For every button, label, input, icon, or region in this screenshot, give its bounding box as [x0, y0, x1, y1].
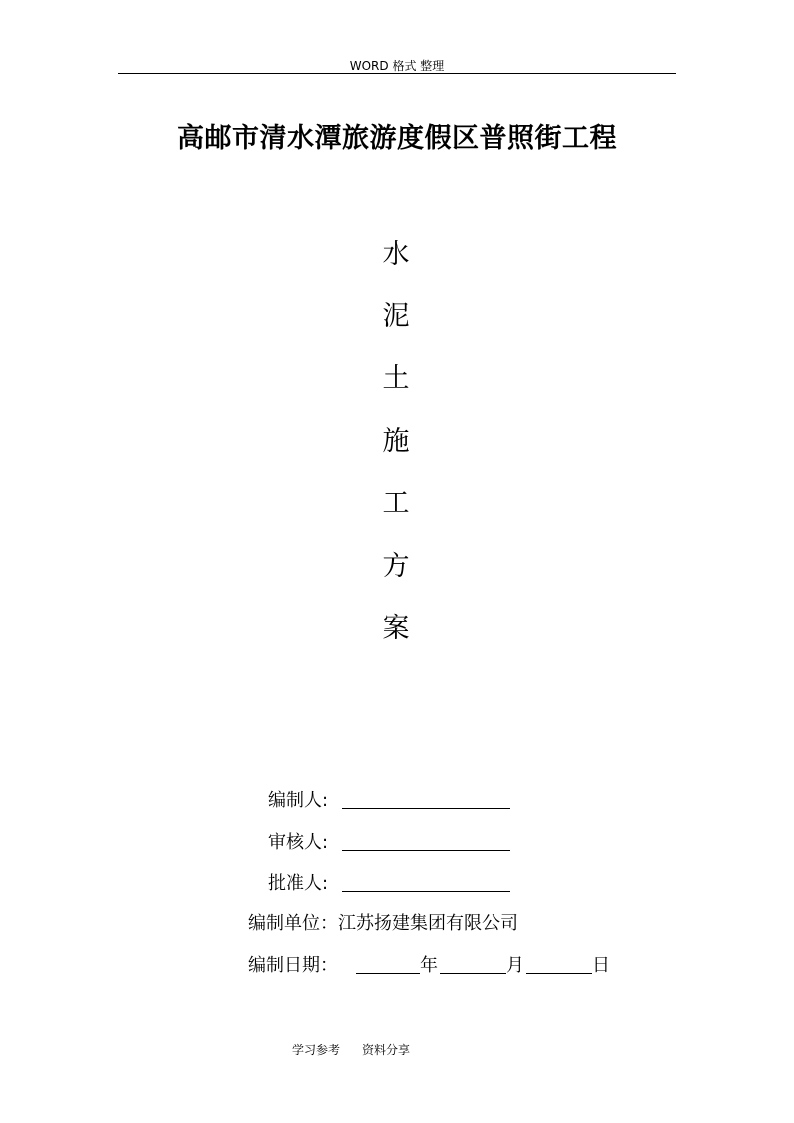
month-unit: 月 [506, 955, 524, 976]
reviewer-label: 审核人: [268, 832, 329, 853]
page-footer [292, 1041, 410, 1058]
compiling-unit-row [248, 909, 518, 935]
compiler-row [268, 786, 512, 812]
vertical-title-char: 水 [382, 239, 410, 270]
header-rule [118, 73, 676, 74]
vertical-title-char: 土 [382, 363, 410, 394]
vertical-title-char: 案 [382, 613, 410, 644]
vertical-title-char: 方 [382, 551, 410, 582]
vertical-title-char: 工 [382, 488, 410, 519]
compiler-signature-line [342, 808, 510, 809]
vertical-title-char: 泥 [382, 301, 410, 332]
page-header-text: WORD 格式 整理 [349, 59, 445, 73]
approver-row [268, 869, 512, 895]
reviewer-row [268, 828, 512, 854]
compiling-unit-value: 江苏扬建集团有限公司 [338, 913, 518, 934]
compiler-label: 编制人: [268, 790, 329, 811]
compiling-unit-label: 编制单位： [248, 913, 338, 934]
compile-date-label: 编制日期： [248, 955, 338, 976]
vertical-title-char: 施 [382, 426, 410, 457]
month-blank [440, 973, 506, 974]
reviewer-signature-line [342, 850, 510, 851]
year-blank [356, 973, 420, 974]
footer-right-text: 资料分享 [362, 1043, 411, 1057]
day-blank [526, 973, 592, 974]
day-unit: 日 [592, 955, 610, 976]
compile-date-row [248, 951, 628, 977]
approver-label: 批准人: [268, 873, 329, 894]
approver-signature-line [342, 891, 510, 892]
document-title: 高邮市清水潭旅游度假区普照街工程 [177, 123, 617, 154]
footer-left-text: 学习参考 [292, 1043, 341, 1057]
year-unit: 年 [420, 955, 438, 976]
